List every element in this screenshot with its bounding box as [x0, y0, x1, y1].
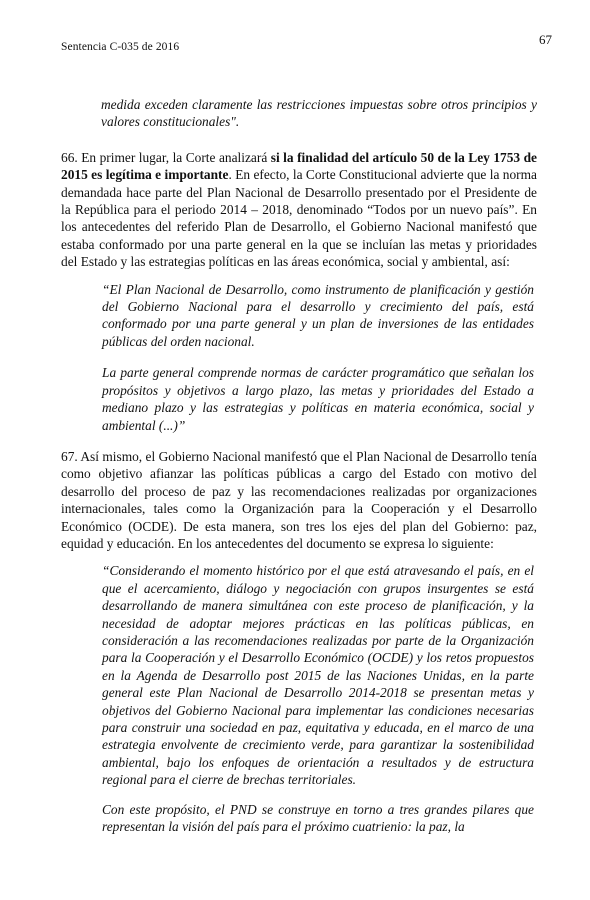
quote-1-paragraph-2: La parte general comprende normas de carácter programático que señalan los propósitos y objetivos a largo plazo, las metas y prioridades del Estado a mediano plazo y las estrategias y políticas en materia económica, social y ambiental (...)” [102, 365, 534, 433]
running-header: Sentencia C-035 de 2016 [61, 41, 180, 53]
page-number: 67 [539, 32, 552, 47]
paragraph-66-bold-phrase: si la finalidad del artículo 50 de la Ley 1753 de 2015 es legítima e importante [61, 149, 537, 183]
quote-2-paragraph-1: “Considerando el momento histórico por el que está atravesando el país, en el que el acercamiento, diálogo y negociación con grupos insurgentes se está desarrollando de manera simultánea con este proceso de planificación, y la necesidad de adoptar mejores prácticas en las políticas públicas, en consideración a las recomendaciones realizadas por parte de la Organización para la Cooperación y el Desarrollo Económico (OCDE) y los retos propuestos en la Agenda de Desarrollo post 2015 de las Naciones Unidas, en la parte general este Plan Nacional de Desarrollo 2014-2018 se presentan metas y objetivos del Gobierno Nacional para implementar las condiciones necesarias para construir una sociedad en paz, equitativa y educada, en el marco de una estrategia envolvente de crecimiento verde, para garantizar la sostenibilidad ambiental, bajo los enfoques de orientación a resultados y de estructura regional para el cierre de brechas territoriales. [102, 563, 534, 788]
quote-2-paragraph-2: Con este propósito, el PND se construye en torno a tres grandes pilares que representan la visión del país para el próximo cuatrienio: la paz, la [102, 801, 534, 835]
paragraph-66-intro: 66. En primer lugar, la Corte analizará [61, 149, 271, 165]
paragraph-67: 67. Así mismo, el Gobierno Nacional manifestó que el Plan Nacional de Desarrollo tenía como objetivo afianzar las políticas públicas a cargo del Estado con motivo del desarrollo del proceso de paz y las recomendaciones realizadas por organizaciones internacionales, tales como la Organización para la Cooperación y el Desarrollo Económico (OCDE). De esta manera, son tres los ejes del plan del Gobierno: paz, equidad y educación. En los antecedentes del documento se expresa lo siguiente: [61, 448, 537, 551]
continued-quote: medida exceden claramente las restricciones impuestas sobre otros principios y valores constitucionales". [101, 97, 537, 130]
paragraph-66-rest: . En efecto, la Corte Constitucional advierte que la norma demandada hace parte del Plan Nacional de Desarrollo presentado por el Presidente de la República para el periodo 2014 – 2018, denominado “Todos por un nuevo país”. En los antecedentes del referido Plan de Desarrollo, el Gobierno Nacional manifestó que estaba conformado por una parte general en la que se incluían las metas y prioridades del Estado y las estrategias políticas en las áreas económica, social y ambiental, así: [61, 167, 537, 270]
paragraph-66 [61, 149, 537, 271]
quote-1-paragraph-1: “El Plan Nacional de Desarrollo, como instrumento de planificación y gestión del Gobierno Nacional para el desarrollo y crecimiento del país, está conformado por una parte general y un plan de inversiones de las entidades públicas del orden nacional. [102, 281, 534, 349]
document-body [61, 96, 537, 849]
